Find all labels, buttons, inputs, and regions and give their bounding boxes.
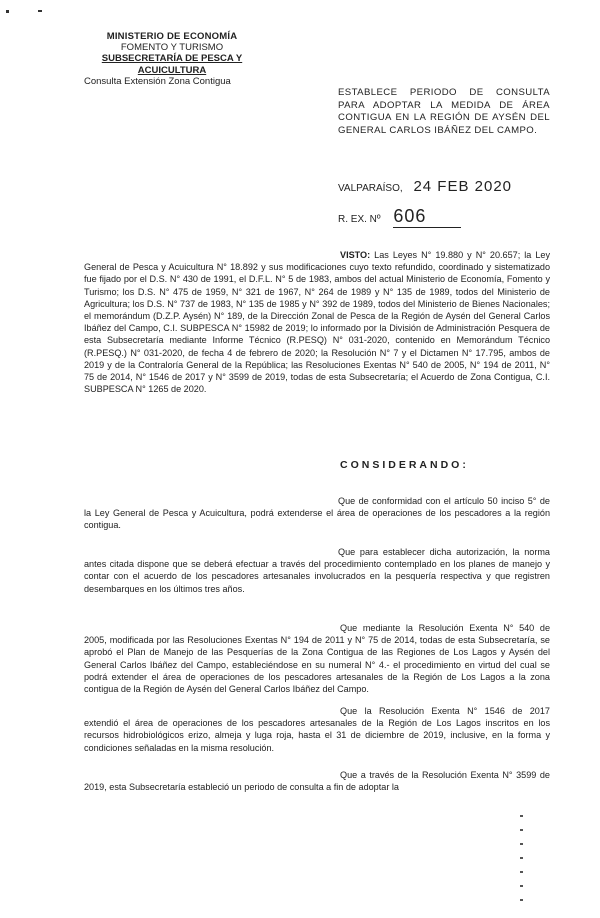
stamped-date: 24 FEB 2020 — [413, 178, 512, 195]
resolution-number: 606 — [393, 206, 461, 228]
ministry-subtitle: FOMENTO Y TURISMO — [120, 42, 224, 54]
considerando-paragraph-2: Que para establecer dicha autorización, la norma antes citada dispone que se deberá efectuar a través del procedimiento contemplado en los planes de manejo y contar con el acuerdo de los pescadores artesanales involucrados en la pesquería respectiva y que registren desembarques en los últimos tres años. — [84, 547, 550, 594]
considerando-paragraph-5: Que a través de la Resolución Exenta N° 3599 de 2019, esta Subsecretaría estableció un periodo de consulta a fin de adoptar la — [84, 770, 550, 793]
considerando-heading: CONSIDERANDO: — [340, 459, 469, 471]
subsecretaria-line1: SUBSECRETARÍA DE PESCA Y — [101, 53, 243, 65]
considerando-paragraph-3: Que mediante la Resolución Exenta N° 540 de 2005, modificada por las Resoluciones Exentas N° 194 de 2011 y N° 75 de 2014, todas de esta Subsecretaría, se aprobó el Plan de Manejo de las Pesquerías de la Zona Contigua de las Regiones de Los Lagos y Aysén del General Carlos Ibáñez del Campo, estableciéndose en su numeral N° 4.- el procedimiento en virtud del cual se podrá extender el área de operaciones de los pescadores artesanales de la Región de Los Lagos a la zona contigua de la Región de Aysén del General Carlos Ibáñez del Campo. — [84, 623, 550, 695]
visto-text: Las Leyes N° 19.880 y N° 20.657; la Ley General de Pesca y Acuicultura N° 18.892 y sus modificaciones cuyo texto refundido, coordinado y sistematizado fue fijado por el D.S. N° 430 de 1991, el D.F.L. N° 5 de 1983, ambos del actual Ministerio de Economía, Fomento y Turismo; los D.S. N° 475 de 1959, N° 321 de 1967, N° 264 de 1989 y N° 135 de 1989, todos del Ministerio de Agricultura; los D.S. N° 737 de 1983, N° 135 de 1985 y N° 392 de 1989, todos del Ministerio de Bienes Nacionales; el memorándum (D.Z.P. Aysén) N° 189, de la Dirección Zonal de Pesca de la Región de Aysén del General Carlos Ibáñez del Campo, C.I. SUBPESCA N° 15982 de 2019; lo informado por la División de Administración Pesquera de esta Subsecretaría mediante Informe Técnico (R.PESQ) N° 031-2020, contenido en Memorándum Técnico (R.PESQ.) N° 031-2020, de fecha 4 de febrero de 2020; la Resolución N° 7 y el Dictamen N° 17.795, ambos de 2019 y de la Contraloría General de la República; las Resoluciones Exentas N° 540 de 2005, N° 194 de 2011, N° 75 de 2014, N° 1546 de 2017 y N° 3599 de 2019, todas de esta Subsecretaría; el Acuerdo de Zona Contigua, C.I. SUBPESCA N° 1265 de 2020. — [84, 250, 550, 395]
visto-lead: VISTO: — [340, 250, 371, 260]
margin-mark — [520, 885, 523, 887]
margin-mark — [520, 829, 523, 831]
resolution-label: R. EX. Nº — [338, 214, 381, 225]
margin-mark — [520, 857, 523, 859]
considerando-paragraph-4: Que la Resolución Exenta N° 1546 de 2017 extendió el área de operaciones de los pescadores artesanales de la Región de Los Lagos inscritos en los recursos hidrobiológicos erizo, almeja y luga roja, hasta el 31 de diciembre de 2019, inclusive, en la forma y condiciones señaladas en la misma resolución. — [84, 706, 550, 753]
margin-mark — [520, 899, 523, 901]
letterhead — [82, 31, 262, 87]
document-subject: ESTABLECE PERIODO DE CONSULTA PARA ADOPTAR LA MEDIDA DE ÁREA CONTIGUA EN LA REGIÓN DE AYSÉN DEL GENERAL CARLOS IBÁÑEZ DEL CAMPO. — [338, 87, 550, 136]
resolution-line — [338, 206, 461, 228]
considerando-paragraph-1: Que de conformidad con el artículo 50 inciso 5° de la Ley General de Pesca y Acuicultura, podrá extenderse el área de operaciones de los pescadores a la región contigua. — [84, 496, 550, 531]
margin-marks — [520, 815, 530, 913]
ministry-name: MINISTERIO DE ECONOMÍA — [106, 31, 238, 42]
scan-speck — [38, 10, 42, 12]
visto-paragraph — [84, 249, 550, 395]
margin-mark — [520, 815, 523, 817]
margin-mark — [520, 843, 523, 845]
margin-mark — [520, 871, 523, 873]
place: VALPARAÍSO, — [338, 183, 403, 194]
section-label: Consulta Extensión Zona Contigua — [84, 75, 231, 87]
subsecretaria-line2: ACUICULTURA — [137, 64, 207, 76]
place-date-line — [338, 178, 512, 195]
scan-speck — [6, 10, 9, 13]
